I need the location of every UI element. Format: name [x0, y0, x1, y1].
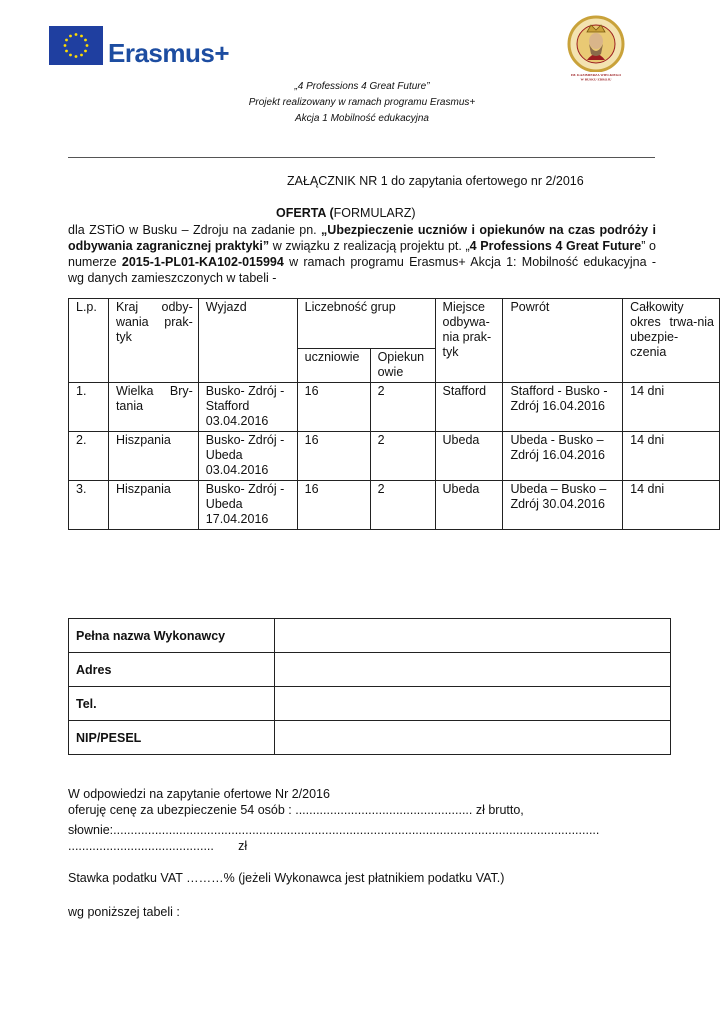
- cell-country: Hiszpania: [108, 481, 198, 530]
- price-in-words-line: słownie:............................................................................................................................................: [68, 823, 600, 837]
- intro-text: ” o numerze: [68, 239, 656, 269]
- cell-lp: 3.: [69, 481, 109, 530]
- header-group-size: Liczebność grup: [297, 299, 435, 349]
- header-departure: Wyjazd: [198, 299, 297, 383]
- cell-students: 16: [297, 383, 370, 432]
- header-guardians: Opiekun owie: [370, 349, 435, 383]
- intro-text: dla ZSTiO w Busku – Zdroju na zadanie pn.: [68, 223, 322, 237]
- address-field[interactable]: [275, 653, 671, 687]
- offer-title-bold: OFERTA (: [276, 206, 334, 220]
- cell-return: Stafford - Busko - Zdrój 16.04.2016: [503, 383, 623, 432]
- cell-total: 14 dni: [623, 383, 720, 432]
- cell-departure: Busko- Zdrój - Ubeda 03.04.2016: [198, 432, 297, 481]
- contractor-table: [68, 618, 671, 755]
- vat-rate-line: Stawka podatku VAT ………% (jeżeli Wykonawca jest płatnikiem podatku VAT.): [68, 871, 505, 885]
- project-title: „4 Professions 4 Great Future”: [294, 81, 430, 92]
- offer-title: [276, 206, 416, 220]
- cell-departure: Busko- Zdrój - Stafford 03.04.2016: [198, 383, 297, 432]
- intro-text: w związku z realizacją projektu pt. „: [269, 239, 470, 253]
- cell-total: 14 dni: [623, 432, 720, 481]
- address-label: Adres: [69, 653, 275, 687]
- cell-total: 14 dni: [623, 481, 720, 530]
- cell-departure: Busko- Zdrój - Ubeda 17.04.2016: [198, 481, 297, 530]
- header-place: Miejsce odbywa-nia prak-tyk: [435, 299, 503, 383]
- price-in-words-continued: .......................................... zł: [68, 839, 248, 853]
- cell-return: Ubeda - Busko – Zdrój 16.04.2016: [503, 432, 623, 481]
- price-line: oferuję cenę za ubezpieczenie 54 osób : ................................................... zł brutto,: [68, 803, 524, 817]
- header-divider: [68, 157, 655, 158]
- cell-lp: 1.: [69, 383, 109, 432]
- attachment-line: ZAŁĄCZNIK NR 1 do zapytania ofertowego nr 2/2016: [287, 174, 584, 188]
- table-row: [69, 383, 720, 432]
- cell-country: Wielka Bry-tania: [108, 383, 198, 432]
- cell-guardians: 2: [370, 481, 435, 530]
- project-action: Akcja 1 Mobilność edukacyjna: [295, 113, 429, 124]
- contractor-row: [69, 721, 671, 755]
- header-return: Powrót: [503, 299, 623, 383]
- nip-label: NIP/PESEL: [69, 721, 275, 755]
- school-seal-logo: [565, 14, 627, 82]
- svg-text:W BUSKU-ZDROJU: W BUSKU-ZDROJU: [580, 77, 612, 82]
- cell-place: Ubeda: [435, 432, 503, 481]
- contractor-row: [69, 619, 671, 653]
- project-header: [0, 79, 724, 127]
- header-lp: L.p.: [69, 299, 109, 383]
- project-name: 4 Professions 4 Great Future: [469, 239, 642, 253]
- header-students: uczniowie: [297, 349, 370, 383]
- project-program: Projekt realizowany w ramach programu Erasmus+: [248, 97, 476, 108]
- contractor-row: [69, 687, 671, 721]
- response-intro: W odpowiedzi na zapytanie ofertowe Nr 2/2016: [68, 787, 330, 801]
- contractor-row: [69, 653, 671, 687]
- cell-return: Ubeda – Busko – Zdrój 30.04.2016: [503, 481, 623, 530]
- erasmus-plus-logo: Erasmus+: [108, 38, 230, 68]
- phone-label: Tel.: [69, 687, 275, 721]
- cell-students: 16: [297, 432, 370, 481]
- table-row: [69, 481, 720, 530]
- cell-place: Ubeda: [435, 481, 503, 530]
- nip-field[interactable]: [275, 721, 671, 755]
- intro-paragraph: [68, 222, 656, 286]
- project-number: 2015-1-PL01-KA102-015994: [121, 255, 284, 269]
- table-header-row: [69, 299, 720, 349]
- cell-guardians: 2: [370, 432, 435, 481]
- table-row: [69, 432, 720, 481]
- trip-table: [68, 298, 720, 530]
- header-total: Całkowity okres trwa-nia ubezpie-czenia: [623, 299, 720, 383]
- full-name-label: Pełna nazwa Wykonawcy: [69, 619, 275, 653]
- task-name: „Ubezpieczenie uczniów i opiekunów na czas podróży i odbywania zagranicznej praktyki”: [68, 223, 656, 253]
- cell-lp: 2.: [69, 432, 109, 481]
- table-reference: wg poniższej tabeli :: [68, 905, 180, 919]
- eu-flag-logo: [49, 26, 103, 65]
- full-name-field[interactable]: [275, 619, 671, 653]
- intro-text: w ramach programu Erasmus+ Akcja 1: Mobilność edukacyjna - wg danych zamieszczonych w tabeli -: [68, 255, 656, 285]
- offer-title-rest: FORMULARZ): [333, 206, 416, 220]
- cell-students: 16: [297, 481, 370, 530]
- header-country: Kraj odby-wania prak-tyk: [108, 299, 198, 383]
- svg-text:IM. KAZIMIERZA WIELKIEGO: IM. KAZIMIERZA WIELKIEGO: [570, 73, 622, 77]
- cell-place: Stafford: [435, 383, 503, 432]
- cell-guardians: 2: [370, 383, 435, 432]
- cell-country: Hiszpania: [108, 432, 198, 481]
- phone-field[interactable]: [275, 687, 671, 721]
